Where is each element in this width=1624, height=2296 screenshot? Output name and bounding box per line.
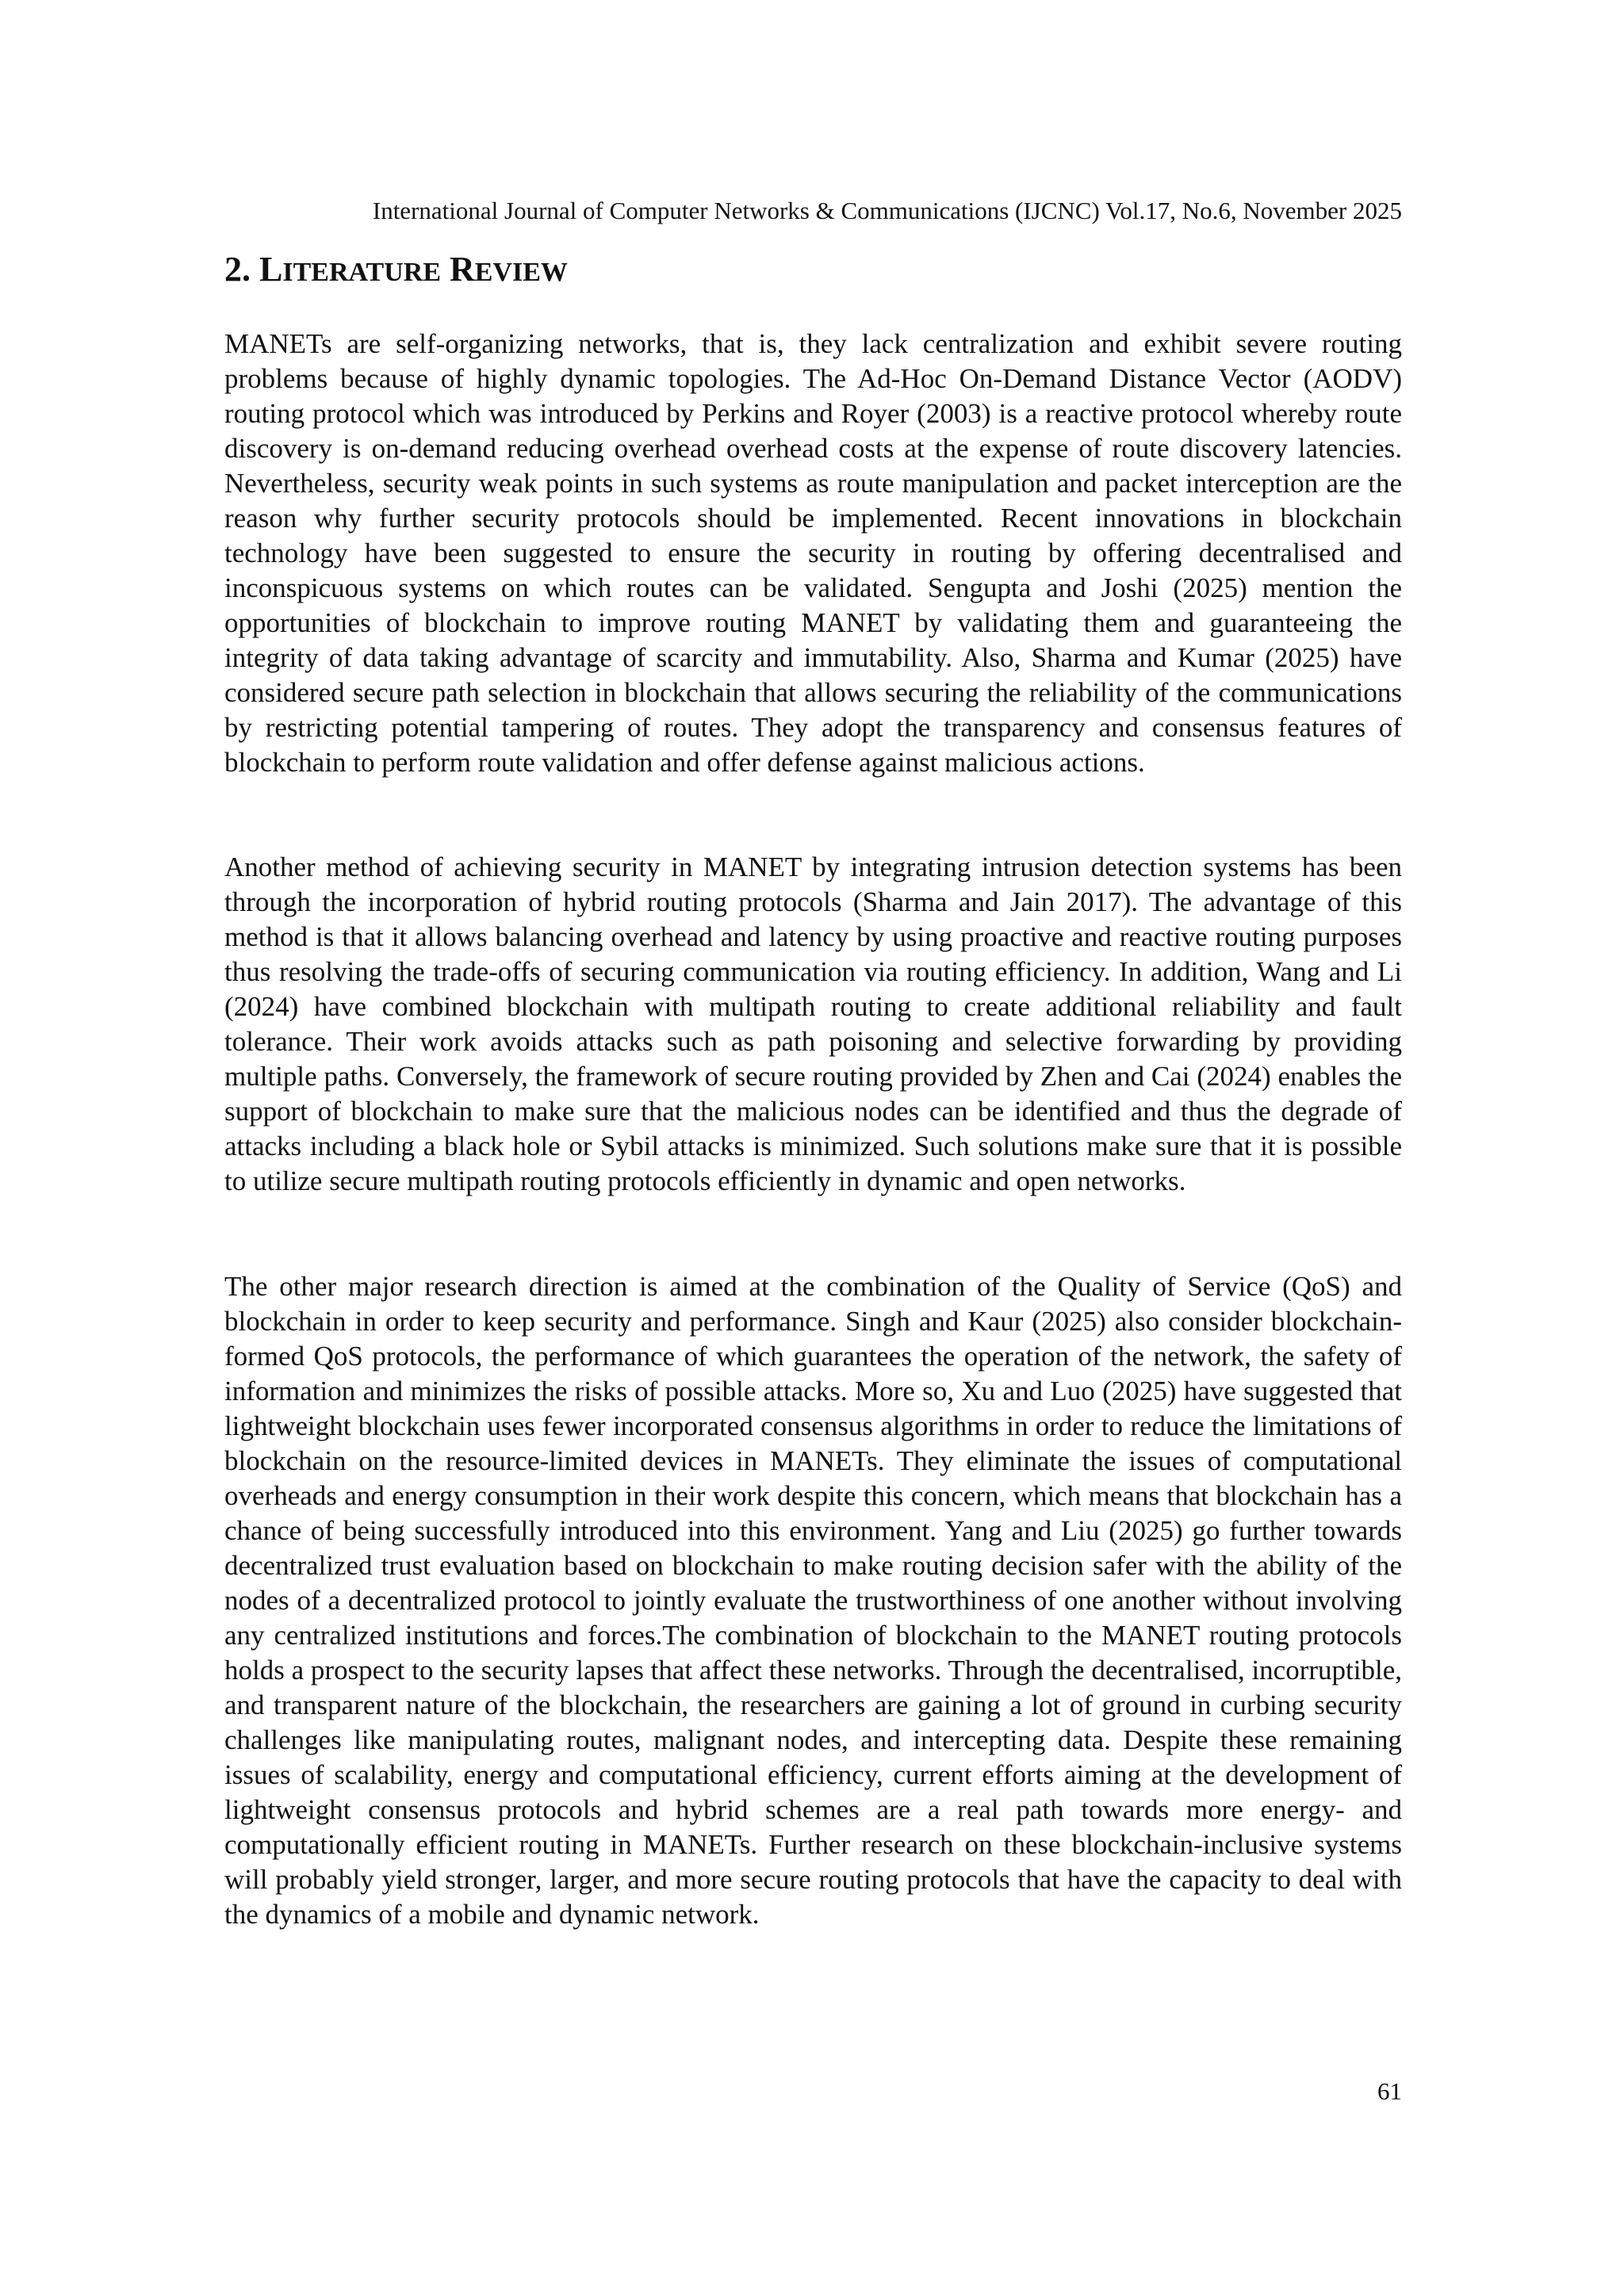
body-paragraph-3: The other major research direction is aimed at the combination of the Quality of Service (QoS) and blockchain in order to keep security and performance. Singh and Kaur (2025) also consider blockchain-formed QoS protocols, the performance of which guarantees the operation of the network, the safety of information and minimizes the risks of possible attacks. More so, Xu and Luo (2025) have suggested that lightweight blockchain uses fewer incorporated consensus algorithms in order to reduce the limitations of blockchain on the resource-limited devices in MANETs. They eliminate the issues of computational overheads and energy consumption in their work despite this concern, which means that blockchain has a chance of being successfully introduced into this environment. Yang and Liu (2025) go further towards decentralized trust evaluation based on blockchain to make routing decision safer with the ability of the nodes of a decentralized protocol to jointly evaluate the trustworthiness of one another without involving any centralized institutions and forces.The combination of blockchain to the MANET routing protocols holds a prospect to the security lapses that affect these networks. Through the decentralised, incorruptible, and transparent nature of the blockchain, the researchers are gaining a lot of ground in curbing security challenges like manipulating routes, malignant nodes, and intercepting data. Despite these remaining issues of scalability, energy and computational efficiency, current efforts aiming at the development of lightweight consensus protocols and hybrid schemes are a real path towards more energy- and computationally efficient routing in MANETs. Further research on these blockchain-inclusive systems will probably yield stronger, larger, and more secure routing protocols that have the capacity to deal with the dynamics of a mobile and dynamic network. [224,1271,1402,1930]
body-paragraph-1: MANETs are self-organizing networks, that is, they lack centralization and exhibit severe routing problems because of highly dynamic topologies. The Ad-Hoc On-Demand Distance Vector (AODV) routing protocol which was introduced by Perkins and Royer (2003) is a reactive protocol whereby route discovery is on-demand reducing overhead overhead costs at the expense of route discovery latencies. Nevertheless, security weak points in such systems as route manipulation and packet interception are the reason why further security protocols should be implemented. Recent innovations in blockchain technology have been suggested to ensure the security in routing by offering decentralised and inconspicuous systems on which routes can be validated. Sengupta and Joshi (2025) mention the opportunities of blockchain to improve routing MANET by validating them and guaranteeing the integrity of data taking advantage of scarcity and immutability. Also, Sharma and Kumar (2025) have considered secure path selection in blockchain that allows securing the reliability of the communications by restricting potential tampering of routes. They adopt the transparency and consensus features of blockchain to perform route validation and offer defense against malicious actions. [224,328,1402,778]
page-number: 61 [1377,2077,1402,2105]
journal-header: International Journal of Computer Networks & Communications (IJCNC) Vol.17, No.6, November 2025 [372,197,1402,224]
body-paragraph-2: Another method of achieving security in MANET by integrating intrusion detection systems has been through the incorporation of hybrid routing protocols (Sharma and Jain 2017). The advantage of this method is that it allows balancing overhead and latency by using proactive and reactive routing purposes thus resolving the trade-offs of securing communication via routing efficiency. In addition, Wang and Li (2024) have combined blockchain with multipath routing to create additional reliability and fault tolerance. Their work avoids attacks such as path poisoning and selective forwarding by providing multiple paths. Conversely, the framework of secure routing provided by Zhen and Cai (2024) enables the support of blockchain to make sure that the malicious nodes can be identified and thus the degrade of attacks including a black hole or Sybil attacks is minimized. Such solutions make sure that it is possible to utilize secure multipath routing protocols efficiently in dynamic and open networks. [224,851,1402,1196]
section-number: 2. [224,250,251,289]
section-title: LITERATURE REVIEW [259,250,568,289]
section-heading [224,247,568,295]
